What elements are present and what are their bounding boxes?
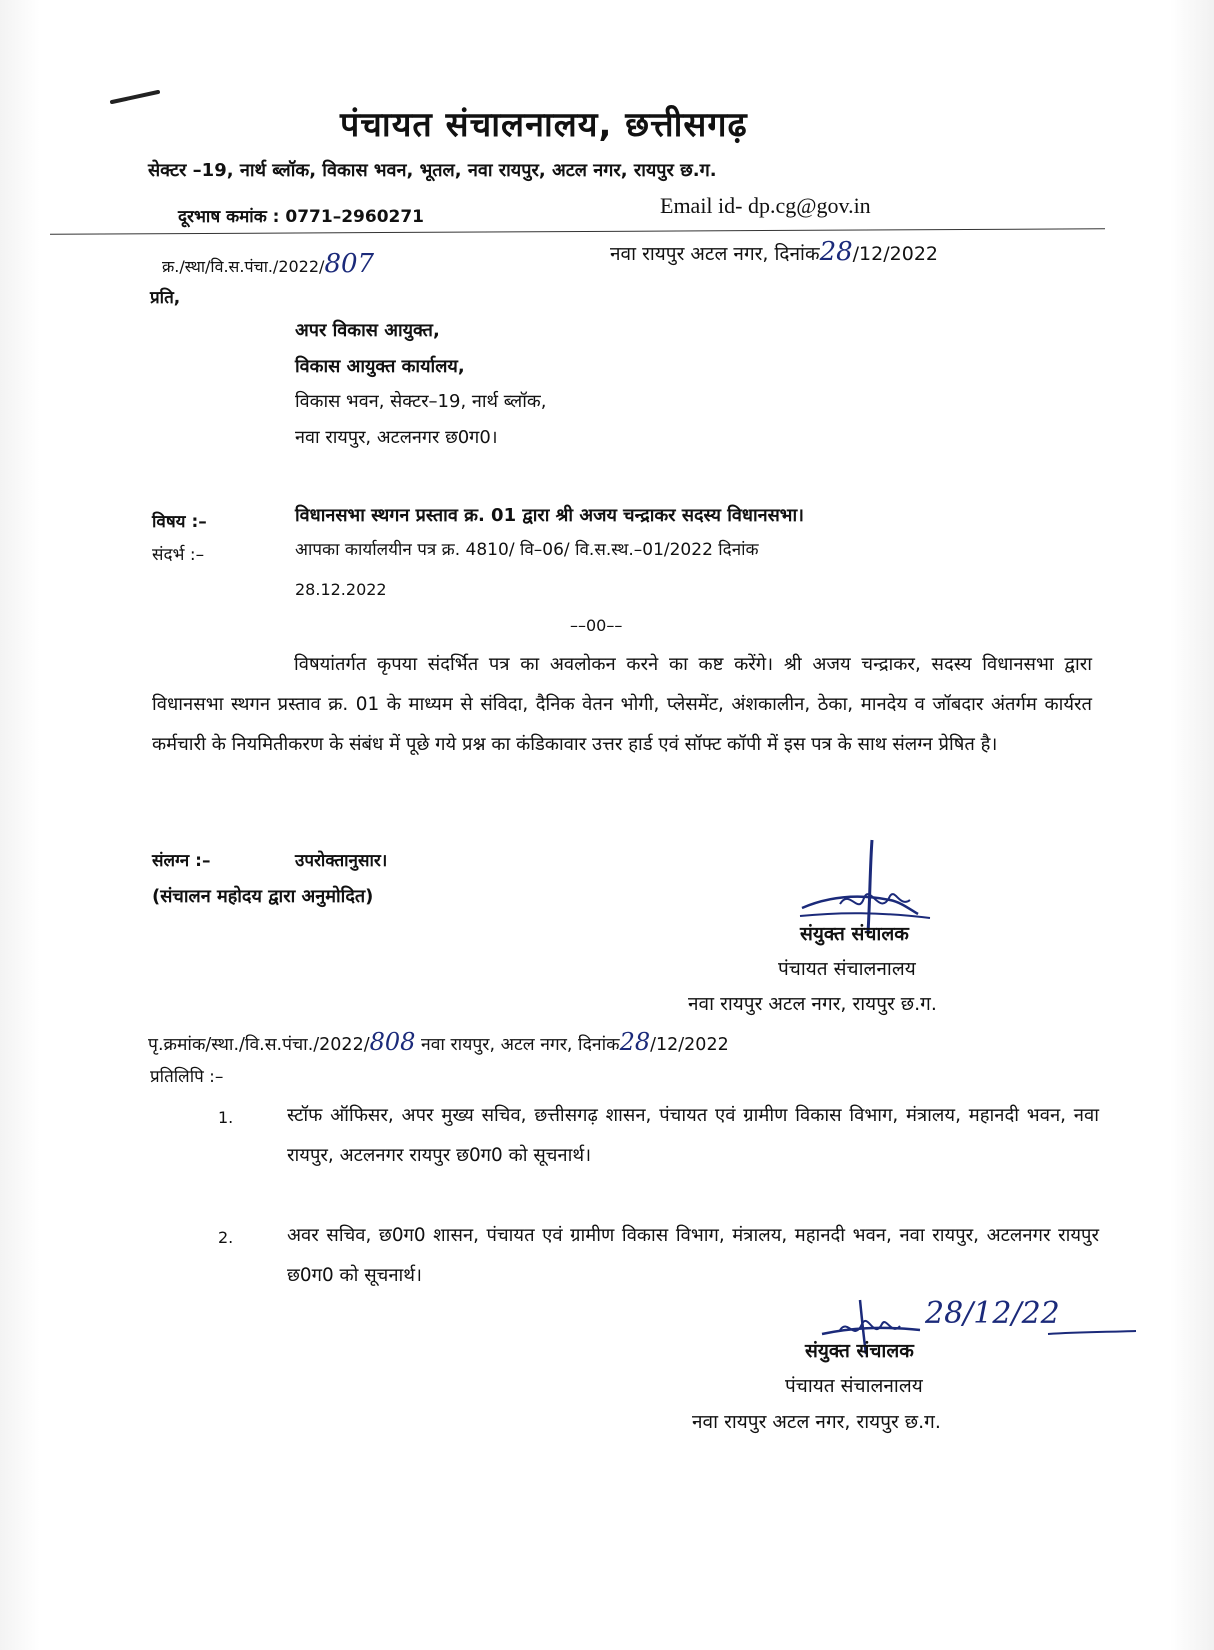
office-phone: दूरभाष कमांक : 0771–2960271 — [178, 207, 425, 227]
office-address: सेक्टर –19, नार्थ ब्लॉक, विकास भवन, भूतल, नवा रायपुर, अटल नगर, रायपुर छ.ग. — [148, 160, 717, 181]
signature-2-date: 28/12/22 — [925, 1296, 1060, 1331]
copy-item-1-number: 1. — [218, 1108, 234, 1127]
copy-label: प्रतिलिपि :– — [150, 1067, 224, 1087]
signature-2-place: नवा रायपुर अटल नगर, रायपुर छ.ग. — [692, 1411, 941, 1433]
copy-number-prefix: पृ.क्रमांक/स्था./वि.स.पंचा./2022/ — [148, 1035, 370, 1055]
recipient-line-4: नवा रायपुर, अटलनगर छ0ग0। — [295, 427, 498, 448]
signature-2-underline — [1048, 1328, 1138, 1340]
signature-2-role: संयुक्त संचालक — [805, 1340, 914, 1362]
letter-date-prefix: नवा रायपुर अटल नगर, दिनांक — [610, 243, 820, 265]
approval-note: (संचालन महोदय द्वारा अनुमोदित) — [152, 886, 374, 907]
copy-item-1-text: स्टॉफ ऑफिसर, अपर मुख्य सचिव, छत्तीसगढ़ शासन, पंचायत एवं ग्रामीण विकास विभाग, मंत्रालय, महानदी भवन, नवा रायपुर, अटलनगर रायपुर छ0ग0 को सूचनार्थ। — [287, 1105, 1099, 1166]
subject-label: विषय :– — [152, 512, 207, 532]
copy-date-prefix: नवा रायपुर, अटल नगर, दिनांक — [415, 1035, 620, 1055]
reference-label: संदर्भ :– — [152, 545, 205, 565]
letter-date-suffix: /12/2022 — [852, 243, 938, 265]
recipient-line-1: अपर विकास आयुक्त, — [295, 320, 440, 341]
letter-date-handwritten: 28 — [819, 237, 853, 267]
signature-1-place: नवा रायपुर अटल नगर, रायपुर छ.ग. — [688, 993, 937, 1015]
enclosure-label: संलग्न :– — [152, 851, 211, 871]
body-paragraph: विषयांतर्गत कृपया संदर्भित पत्र का अवलोकन करने का कष्ट करेंगे। श्री अजय चन्द्राकर, सदस्य विधानसभा द्वारा विधानसभा स्थगन प्रस्ताव क्र. 01 के माध्यम से संविदा, दैनिक वेतन भोगी, प्लेसमेंट, अंशकालीन, ठेका, मानदेय व जॉबदार अंतर्गम कार्यरत कर्मचारी के नियमितीकरण के संबंध में पूछे गये प्रश्न का कंडिकावार उत्तर हार्ड एवं सॉफ्ट कॉपी में इस पत्र के साथ संलग्न प्रेषित है। — [152, 654, 1092, 755]
recipient-line-2: विकास आयुक्त कार्यालय, — [295, 356, 465, 377]
copy-number — [148, 1028, 729, 1056]
reference-date: 28.12.2022 — [295, 580, 387, 599]
letter-number-prefix: क्र./स्था/वि.स.पंचा./2022/ — [162, 257, 325, 276]
separator: ––00–– — [570, 616, 623, 635]
to-label: प्रति, — [150, 288, 181, 308]
copy-date-handwritten: 28 — [619, 1028, 651, 1056]
recipient-line-3: विकास भवन, सेक्टर–19, नार्थ ब्लॉक, — [295, 391, 547, 412]
copy-item-2-number: 2. — [218, 1228, 234, 1247]
copy-item-2-text: अवर सचिव, छ0ग0 शासन, पंचायत एवं ग्रामीण विकास विभाग, मंत्रालय, महानदी भवन, नवा रायपुर, अटलनगर रायपुर छ0ग0 को सूचनार्थ। — [287, 1225, 1099, 1286]
signature-2-office: पंचायत संचालनालय — [785, 1375, 923, 1397]
letterhead-divider — [50, 228, 1105, 235]
reference-text: आपका कार्यालयीन पत्र क्र. 4810/ वि–06/ वि.स.स्थ.–01/2022 दिनांक — [295, 540, 759, 560]
subject-text: विधानसभा स्थगन प्रस्ताव क्र. 01 द्वारा श्री अजय चन्द्राकर सदस्य विधानसभा। — [295, 505, 804, 526]
copy-date-suffix: /12/2022 — [650, 1035, 729, 1055]
office-title: पंचायत संचालनालय, छत्तीसगढ़ — [340, 105, 748, 145]
letter-date — [610, 237, 938, 267]
signature-1-office: पंचायत संचालनालय — [778, 958, 916, 980]
signature-1-role: संयुक्त संचालक — [800, 923, 909, 945]
copy-number-handwritten: 808 — [369, 1028, 416, 1056]
office-email: Email id- dp.cg@gov.in — [660, 193, 871, 218]
enclosure-text: उपरोक्तानुसार। — [295, 851, 388, 871]
pen-mark — [110, 88, 170, 108]
letter-number — [162, 249, 374, 279]
letter-number-handwritten: 807 — [324, 249, 375, 279]
